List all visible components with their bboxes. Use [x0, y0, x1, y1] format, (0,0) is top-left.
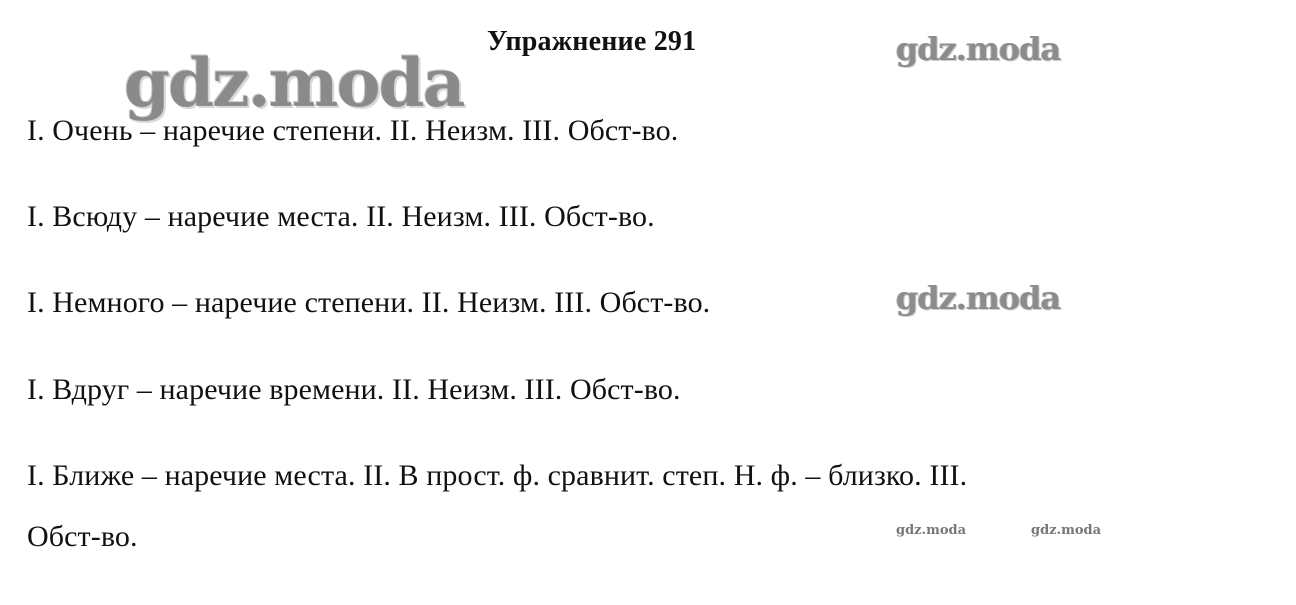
watermark-logo-small-left: gdz.moda [896, 523, 967, 538]
watermark-logo-large: gdz.moda [124, 44, 464, 122]
exercise-title: Упражнение 291 [487, 26, 697, 57]
answer-line-5-continuation: Обст-во. [27, 520, 138, 553]
watermark-logo-top-right: gdz.moda [896, 30, 1061, 68]
answer-line-4: I. Вдруг – наречие времени. II. Неизм. III. Обст-во. [27, 373, 681, 406]
answer-line-2: I. Всюду – наречие места. II. Неизм. III. Обст-во. [27, 200, 655, 233]
answer-line-3: I. Немного – наречие степени. II. Неизм. III. Обст-во. [27, 286, 711, 319]
answer-line-1: I. Очень – наречие степени. II. Неизм. III. Обст-во. [27, 114, 679, 147]
watermark-logo-middle-right: gdz.moda [896, 279, 1061, 317]
watermark-logo-small-right: gdz.moda [1031, 523, 1102, 538]
answer-line-5: I. Ближе – наречие места. II. В прост. ф. сравнит. степ. Н. ф. – близко. III. [27, 459, 968, 492]
